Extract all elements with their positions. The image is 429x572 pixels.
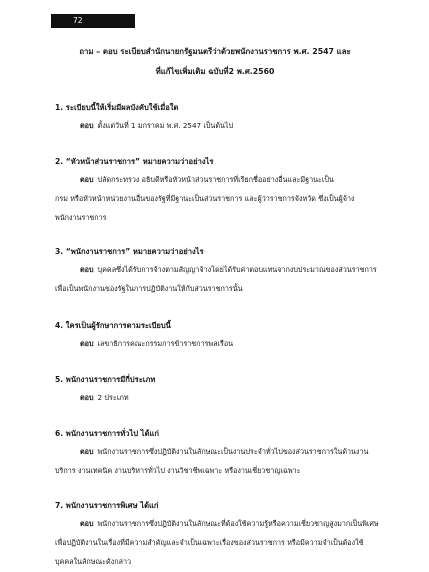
answer-label: ตอบ <box>80 265 94 274</box>
answer-text: ปลัดกระทรวง อธิบดีหรือหัวหน้าส่วนราชการที่เรียกชื่ออย่างอื่นและมีฐานะเป็น <box>97 175 334 184</box>
answer-text: 2 ประเภท <box>97 393 129 402</box>
answer-label: ตอบ <box>80 121 94 130</box>
document-title-line-2: ที่แก้ไขเพิ่มเติม ฉบับที่2 พ.ศ.2560 <box>155 67 275 76</box>
answer-text: พนักงานราชการซึ่งปฏิบัติงานในลักษณะเป็นงานประจำทั่วไปของส่วนราชการในด้านงาน <box>97 447 369 456</box>
answer-label: ตอบ <box>80 519 94 528</box>
answer-text: ตั้งแต่วันที่ 1 มกราคม พ.ศ. 2547 เป็นต้นไป <box>97 121 234 130</box>
question-1: 1. ระเบียบนี้ให้เริ่มมีผลบังคับใช้เมื่อใด <box>55 103 179 112</box>
answer-text: เลขาธิการคณะกรรมการข้าราชการพลเรือน <box>97 339 234 348</box>
answer-text: พนักงานราชการซึ่งปฏิบัติงานในลักษณะที่ต้องใช้ความรู้หรือความเชี่ยวชาญสูงมากเป็นพิเศษ <box>97 519 379 528</box>
answer-text: กรม หรือหัวหน้าหน่วยงานอื่นของรัฐที่มีฐานะเป็นส่วนราชการ และผู้ว่าราชการจังหวัด ซึ่งเป็นผู้จ้าง <box>55 194 355 203</box>
answer-3 <box>55 260 380 298</box>
answer-line <box>55 514 380 533</box>
question-7: 7. พนักงานราชการพิเศษ ได้แก่ <box>55 501 159 510</box>
answer-2 <box>55 170 380 227</box>
answer-7 <box>55 514 380 571</box>
answer-5 <box>55 388 380 407</box>
answer-4 <box>55 334 380 353</box>
answer-line <box>55 116 380 135</box>
answer-label: ตอบ <box>80 175 94 184</box>
page-number: 72 <box>51 14 135 28</box>
answer-label: ตอบ <box>80 393 94 402</box>
question-3: 3. “พนักงานราชการ” หมายความว่าอย่างไร <box>55 247 204 256</box>
answer-text: บุคคลซึ่งได้รับการจ้างตามสัญญาจ้างโดยได้รับค่าตอบแทนจากงบประมาณของส่วนราชการ <box>97 265 377 274</box>
answer-label: ตอบ <box>80 339 94 348</box>
answer-1 <box>55 116 380 135</box>
answer-label: ตอบ <box>80 447 94 456</box>
answer-line <box>55 388 380 407</box>
answer-line <box>55 260 380 279</box>
question-5: 5. พนักงานราชการมีกี่ประเภท <box>55 375 156 384</box>
answer-line <box>55 442 380 461</box>
answer-text: เพื่อเป็นพนักงานของรัฐในการปฏิบัติงานให้กับส่วนราชการนั้น <box>55 284 243 293</box>
answer-text: บริการ งานเทคนิค งานบริหารทั่วไป งานวิชาชีพเฉพาะ หรืองานเชี่ยวชาญเฉพาะ <box>55 466 301 475</box>
answer-line <box>55 334 380 353</box>
question-6: 6. พนักงานราชการทั่วไป ได้แก่ <box>55 429 160 438</box>
answer-text: พนักงานราชการ <box>55 213 107 222</box>
question-4: 4. ใครเป็นผู้รักษาการตามระเบียบนี้ <box>55 321 171 330</box>
answer-line <box>55 170 380 189</box>
document-title-line-1: ถาม – ตอบ ระเบียบสำนักนายกรัฐมนตรีว่าด้วยพนักงานราชการ พ.ศ. 2547 และ <box>79 47 351 56</box>
question-2: 2. “หัวหน้าส่วนราชการ” หมายความว่าอย่างไร <box>55 157 214 166</box>
answer-6 <box>55 442 380 480</box>
answer-text: เพื่อปฏิบัติงานในเรื่องที่มีความสำคัญและจำเป็นเฉพาะเรื่องของส่วนราชการ หรือมีความจำเป็นต้องใช้ <box>55 538 364 547</box>
answer-text: บุคคลในลักษณะดังกล่าว <box>55 557 132 566</box>
